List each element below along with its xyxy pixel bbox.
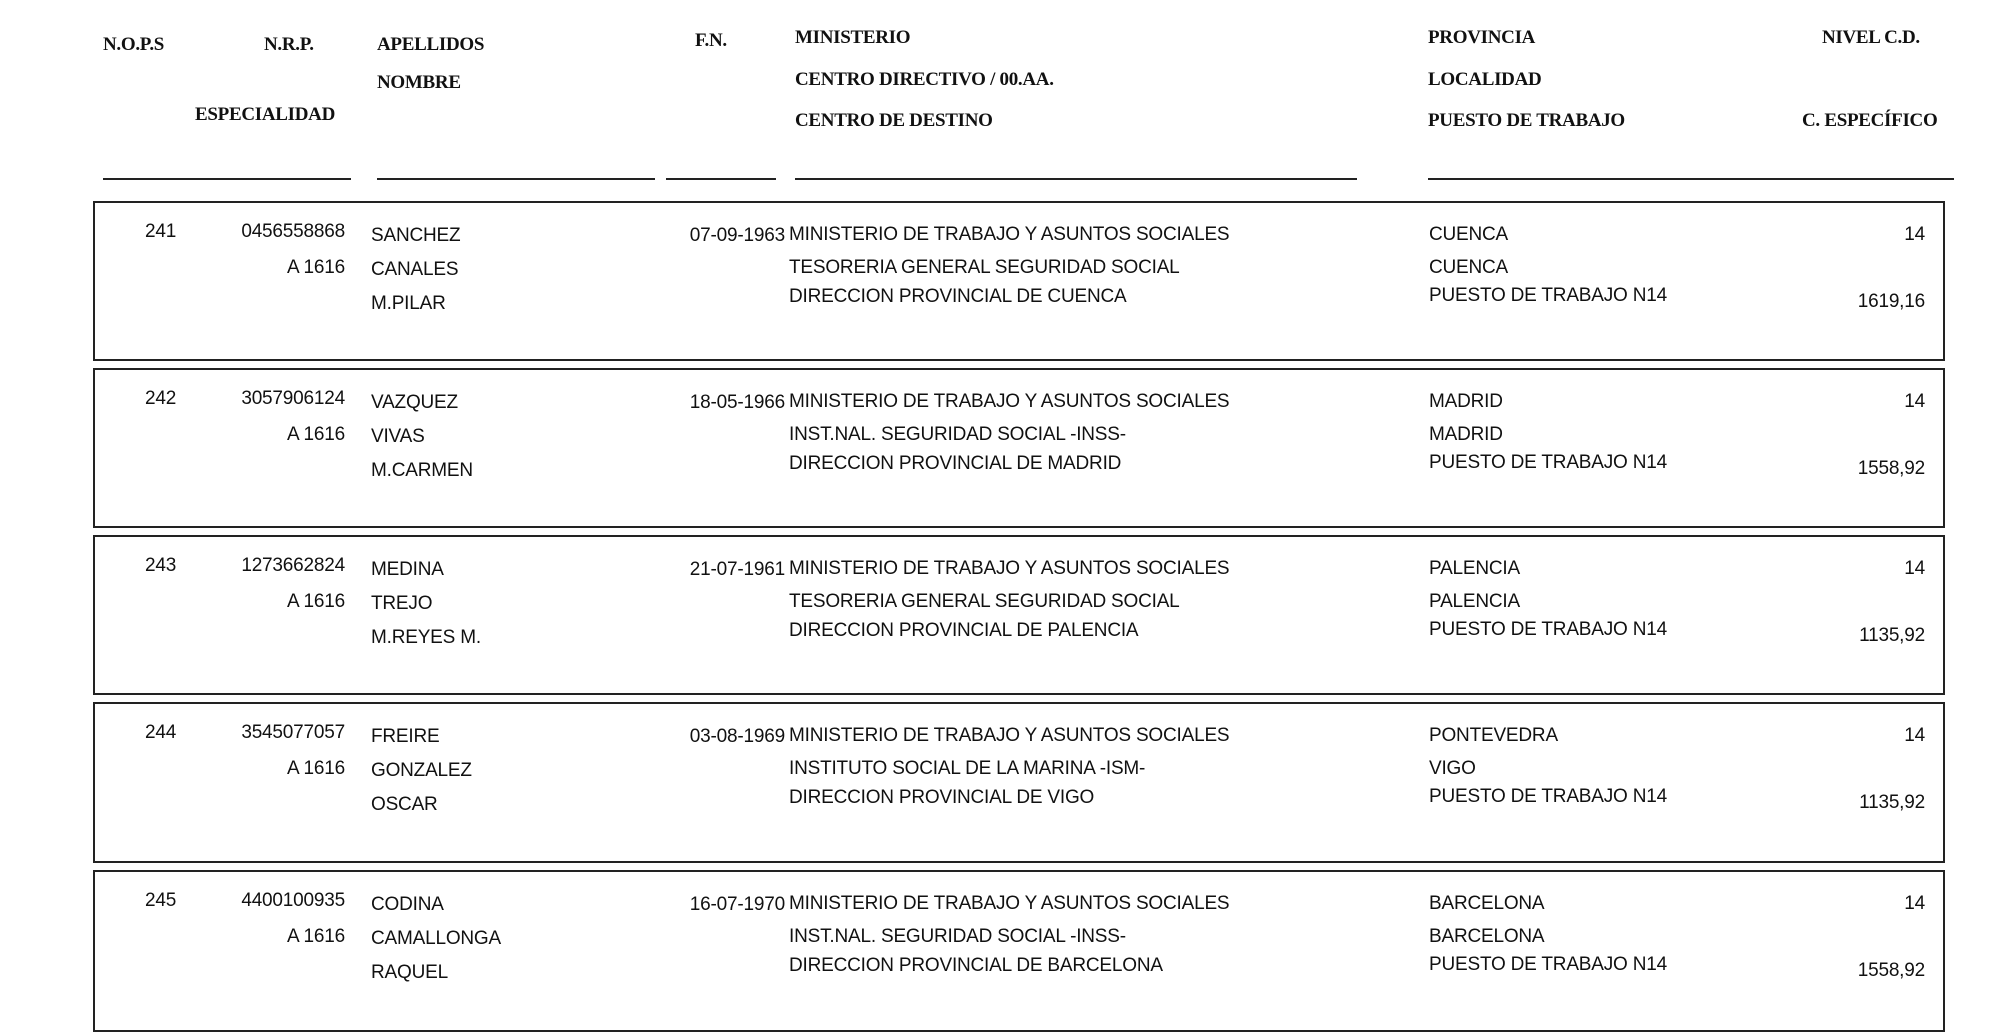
record-especialidad: A 1616 bbox=[287, 257, 345, 278]
record-fecha-nacimiento: 18-05-1966 bbox=[689, 392, 785, 413]
header-nops: N.O.P.S bbox=[103, 34, 165, 55]
record-especifico: 1135,92 bbox=[1859, 792, 1925, 813]
record-especialidad: A 1616 bbox=[287, 591, 345, 612]
header-especialidad: ESPECIALIDAD bbox=[195, 104, 335, 125]
header-centro-directivo: CENTRO DIRECTIVO / 00.AA. bbox=[795, 69, 1054, 90]
record-provincia: PONTEVEDRA bbox=[1429, 725, 1558, 746]
record-apellido2: TREJO bbox=[371, 593, 433, 614]
record-especifico: 1558,92 bbox=[1857, 960, 1925, 981]
record-apellido2: GONZALEZ bbox=[371, 760, 472, 781]
record-apellido2: CAMALLONGA bbox=[371, 928, 501, 949]
record-centro-destino: DIRECCION PROVINCIAL DE BARCELONA bbox=[789, 955, 1163, 976]
record-centro-directivo: INST.NAL. SEGURIDAD SOCIAL -INSS- bbox=[789, 926, 1126, 947]
record-box bbox=[93, 535, 1945, 695]
header-nivel: NIVEL C.D. bbox=[1822, 27, 1920, 48]
record-box bbox=[93, 201, 1945, 361]
header-nombre: NOMBRE bbox=[377, 72, 461, 93]
record-localidad: BARCELONA bbox=[1429, 926, 1545, 947]
record-especialidad: A 1616 bbox=[287, 424, 345, 445]
record-especifico: 1558,92 bbox=[1857, 458, 1925, 479]
record-apellido1: SANCHEZ bbox=[371, 225, 461, 246]
record-apellido2: VIVAS bbox=[371, 426, 425, 447]
record-puesto: PUESTO DE TRABAJO N14 bbox=[1429, 619, 1667, 640]
record-puesto: PUESTO DE TRABAJO N14 bbox=[1429, 285, 1667, 306]
record-nrp: 3057906124 bbox=[241, 388, 345, 409]
record-nombre: OSCAR bbox=[371, 794, 438, 815]
header-puesto: PUESTO DE TRABAJO bbox=[1428, 110, 1625, 131]
record-centro-destino: DIRECCION PROVINCIAL DE VIGO bbox=[789, 787, 1095, 808]
record-ministerio: MINISTERIO DE TRABAJO Y ASUNTOS SOCIALES bbox=[789, 391, 1230, 412]
record-ministerio: MINISTERIO DE TRABAJO Y ASUNTOS SOCIALES bbox=[789, 224, 1230, 245]
record-centro-directivo: TESORERIA GENERAL SEGURIDAD SOCIAL bbox=[789, 257, 1180, 278]
record-centro-destino: DIRECCION PROVINCIAL DE CUENCA bbox=[789, 286, 1127, 307]
record-nops: 245 bbox=[145, 890, 177, 911]
record-provincia: CUENCA bbox=[1429, 224, 1509, 245]
header-ministerio: MINISTERIO bbox=[795, 27, 911, 48]
record-ministerio: MINISTERIO DE TRABAJO Y ASUNTOS SOCIALES bbox=[789, 725, 1230, 746]
record-centro-directivo: TESORERIA GENERAL SEGURIDAD SOCIAL bbox=[789, 591, 1180, 612]
header-centro-destino: CENTRO DE DESTINO bbox=[795, 110, 993, 131]
record-box bbox=[93, 368, 1945, 528]
record-especifico: 1135,92 bbox=[1859, 625, 1925, 646]
record-localidad: PALENCIA bbox=[1429, 591, 1520, 612]
record-ministerio: MINISTERIO DE TRABAJO Y ASUNTOS SOCIALES bbox=[789, 558, 1230, 579]
record-nivel: 14 bbox=[1904, 893, 1925, 914]
record-box bbox=[93, 870, 1945, 1032]
record-nrp: 3545077057 bbox=[241, 722, 345, 743]
record-nombre: RAQUEL bbox=[371, 962, 448, 983]
record-nrp: 4400100935 bbox=[241, 890, 345, 911]
header-apellidos: APELLIDOS bbox=[377, 34, 485, 55]
record-localidad: VIGO bbox=[1429, 758, 1476, 779]
record-nombre: M.PILAR bbox=[371, 293, 446, 314]
record-nops: 241 bbox=[145, 221, 177, 242]
header-provincia: PROVINCIA bbox=[1428, 27, 1536, 48]
header-rule bbox=[795, 178, 1357, 180]
record-provincia: PALENCIA bbox=[1429, 558, 1520, 579]
record-puesto: PUESTO DE TRABAJO N14 bbox=[1429, 452, 1667, 473]
header-rule bbox=[103, 178, 351, 180]
header-rule bbox=[1428, 178, 1954, 180]
header-rule bbox=[666, 178, 776, 180]
record-nombre: M.REYES M. bbox=[371, 627, 481, 648]
record-especialidad: A 1616 bbox=[287, 926, 345, 947]
record-provincia: BARCELONA bbox=[1429, 893, 1545, 914]
record-centro-destino: DIRECCION PROVINCIAL DE PALENCIA bbox=[789, 620, 1139, 641]
record-apellido1: MEDINA bbox=[371, 559, 444, 580]
record-provincia: MADRID bbox=[1429, 391, 1503, 412]
record-localidad: MADRID bbox=[1429, 424, 1503, 445]
record-fecha-nacimiento: 21-07-1961 bbox=[689, 559, 785, 580]
record-box bbox=[93, 702, 1945, 863]
record-fecha-nacimiento: 03-08-1969 bbox=[689, 726, 785, 747]
header-fn: F.N. bbox=[695, 30, 727, 51]
record-especifico: 1619,16 bbox=[1857, 291, 1925, 312]
header-localidad: LOCALIDAD bbox=[1428, 69, 1542, 90]
record-nivel: 14 bbox=[1904, 558, 1925, 579]
record-nivel: 14 bbox=[1904, 224, 1925, 245]
record-centro-directivo: INSTITUTO SOCIAL DE LA MARINA -ISM- bbox=[789, 758, 1146, 779]
record-apellido1: CODINA bbox=[371, 894, 444, 915]
record-nrp: 1273662824 bbox=[241, 555, 345, 576]
record-nops: 243 bbox=[145, 555, 177, 576]
record-puesto: PUESTO DE TRABAJO N14 bbox=[1429, 786, 1667, 807]
header-nrp: N.R.P. bbox=[264, 34, 314, 55]
record-localidad: CUENCA bbox=[1429, 257, 1509, 278]
record-nops: 242 bbox=[145, 388, 177, 409]
record-apellido2: CANALES bbox=[371, 259, 459, 280]
record-nops: 244 bbox=[145, 722, 177, 743]
record-nivel: 14 bbox=[1904, 725, 1925, 746]
record-nivel: 14 bbox=[1904, 391, 1925, 412]
record-centro-directivo: INST.NAL. SEGURIDAD SOCIAL -INSS- bbox=[789, 424, 1126, 445]
record-fecha-nacimiento: 07-09-1963 bbox=[689, 225, 785, 246]
record-centro-destino: DIRECCION PROVINCIAL DE MADRID bbox=[789, 453, 1122, 474]
record-especialidad: A 1616 bbox=[287, 758, 345, 779]
header-especifico: C. ESPECÍFICO bbox=[1802, 110, 1938, 131]
record-fecha-nacimiento: 16-07-1970 bbox=[689, 894, 785, 915]
record-nrp: 0456558868 bbox=[241, 221, 345, 242]
record-puesto: PUESTO DE TRABAJO N14 bbox=[1429, 954, 1667, 975]
record-apellido1: VAZQUEZ bbox=[371, 392, 458, 413]
header-rule bbox=[377, 178, 655, 180]
record-ministerio: MINISTERIO DE TRABAJO Y ASUNTOS SOCIALES bbox=[789, 893, 1230, 914]
record-nombre: M.CARMEN bbox=[371, 460, 473, 481]
record-apellido1: FREIRE bbox=[371, 726, 440, 747]
